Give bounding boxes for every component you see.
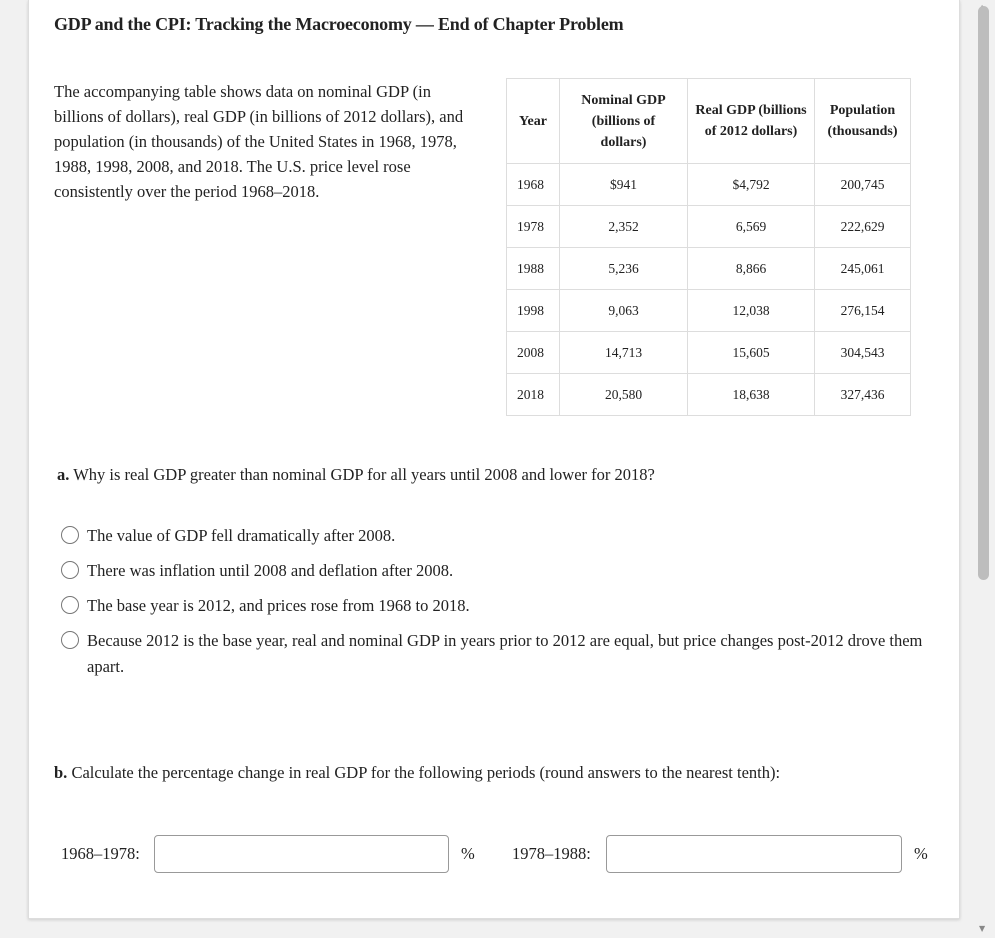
header-population: Population (thousands) <box>815 79 911 164</box>
radio-button[interactable] <box>61 561 79 579</box>
year-cell: 1988 <box>507 248 560 290</box>
question-b-label: b. <box>54 763 68 782</box>
real-gdp-cell: 12,038 <box>688 290 815 332</box>
scrollbar-thumb[interactable] <box>978 6 989 580</box>
table-row <box>507 374 911 416</box>
page-title: GDP and the CPI: Tracking the Macroeconomy — End of Chapter Problem <box>54 14 624 34</box>
answer-input-1978-1988[interactable] <box>606 835 902 873</box>
header-nominal-gdp: Nominal GDP (billions of dollars) <box>560 79 688 164</box>
scrollbar[interactable] <box>971 0 995 938</box>
percent-unit: % <box>914 844 928 863</box>
question-b-text: Calculate the percentage change in real GDP for the following periods (round answers to the nearest tenth): <box>71 763 781 782</box>
population-cell: 222,629 <box>815 206 911 248</box>
option-label: Because 2012 is the base year, real and nominal GDP in years prior to 2012 are equal, but price changes post-2012 drove them apart. <box>87 631 923 676</box>
real-gdp-cell: 8,866 <box>688 248 815 290</box>
table-row <box>507 164 911 206</box>
data-table <box>506 78 911 416</box>
question-a-options <box>61 523 941 689</box>
table-row <box>507 206 911 248</box>
header-real-gdp: Real GDP (billions of 2012 dollars) <box>688 79 815 164</box>
option-label: There was inflation until 2008 and deflation after 2008. <box>87 561 454 580</box>
year-cell: 2008 <box>507 332 560 374</box>
radio-button[interactable] <box>61 631 79 649</box>
option-2[interactable] <box>61 593 941 619</box>
nominal-gdp-cell: 5,236 <box>560 248 688 290</box>
nominal-gdp-cell: 2,352 <box>560 206 688 248</box>
radio-button[interactable] <box>61 596 79 614</box>
table-header-row <box>507 79 911 164</box>
field-label: 1978–1988: <box>512 844 591 863</box>
field-row-1978-1988 <box>512 835 928 873</box>
population-cell: 327,436 <box>815 374 911 416</box>
header-year: Year <box>507 79 560 164</box>
table-row <box>507 332 911 374</box>
nominal-gdp-cell: $941 <box>560 164 688 206</box>
field-label: 1968–1978: <box>61 844 140 863</box>
intro-text: The accompanying table shows data on nominal GDP (in billions of dollars), real GDP (in billions of 2012 dollars), and population (in thousands) of the United States in 1968, 1978, 1988, 1998, 2008, and 2018. The U.S. price level rose consistently over the period 1968–2018. <box>54 82 464 201</box>
option-3[interactable] <box>61 628 941 680</box>
problem-card <box>28 0 960 919</box>
real-gdp-cell: 6,569 <box>688 206 815 248</box>
option-0[interactable] <box>61 523 941 549</box>
year-cell: 2018 <box>507 374 560 416</box>
question-a-text: Why is real GDP greater than nominal GDP for all years until 2008 and lower for 2018? <box>73 465 655 484</box>
percent-unit: % <box>461 844 475 863</box>
year-cell: 1968 <box>507 164 560 206</box>
field-row-1968-1978 <box>61 835 475 873</box>
table-row <box>507 248 911 290</box>
answer-input-1968-1978[interactable] <box>154 835 449 873</box>
population-cell: 200,745 <box>815 164 911 206</box>
scroll-down-icon[interactable]: ▼ <box>979 924 986 933</box>
population-cell: 304,543 <box>815 332 911 374</box>
option-1[interactable] <box>61 558 941 584</box>
real-gdp-cell: $4,792 <box>688 164 815 206</box>
question-a-label: a. <box>57 465 70 484</box>
population-cell: 245,061 <box>815 248 911 290</box>
real-gdp-cell: 15,605 <box>688 332 815 374</box>
year-cell: 1998 <box>507 290 560 332</box>
real-gdp-cell: 18,638 <box>688 374 815 416</box>
population-cell: 276,154 <box>815 290 911 332</box>
nominal-gdp-cell: 14,713 <box>560 332 688 374</box>
question-a <box>57 465 655 485</box>
nominal-gdp-cell: 9,063 <box>560 290 688 332</box>
question-b <box>54 763 780 783</box>
table-row <box>507 290 911 332</box>
year-cell: 1978 <box>507 206 560 248</box>
radio-button[interactable] <box>61 526 79 544</box>
option-label: The base year is 2012, and prices rose from 1968 to 2018. <box>87 596 470 615</box>
nominal-gdp-cell: 20,580 <box>560 374 688 416</box>
option-label: The value of GDP fell dramatically after 2008. <box>87 526 396 545</box>
